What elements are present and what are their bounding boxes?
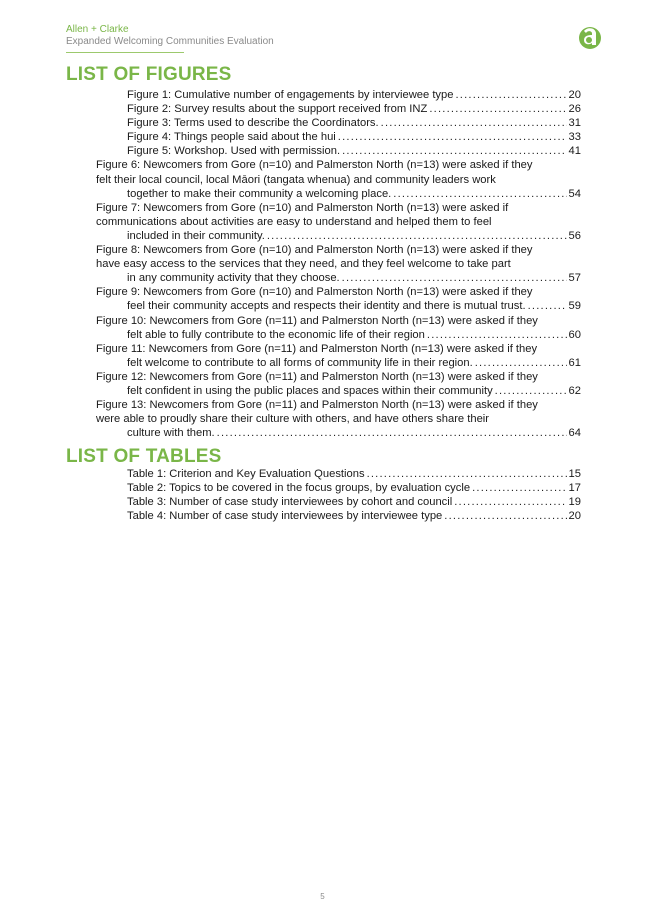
figure-entry-last-line bbox=[127, 384, 581, 398]
dot-leader bbox=[267, 229, 567, 243]
figure-entry-line: Figure 11: Newcomers from Gore (n=11) and Palmerston North (n=13) were asked if they bbox=[96, 342, 538, 355]
dot-leader bbox=[338, 130, 567, 144]
dot-leader bbox=[495, 384, 567, 398]
dot-leader bbox=[217, 426, 567, 440]
figure-entry[interactable] bbox=[96, 102, 581, 116]
table-entry[interactable] bbox=[96, 481, 581, 495]
dot-leader bbox=[455, 88, 566, 102]
table-entry-last-line bbox=[127, 481, 581, 495]
dot-leader bbox=[342, 271, 567, 285]
table-entry-text: Table 1: Criterion and Key Evaluation Questions bbox=[127, 468, 365, 480]
dot-leader bbox=[342, 144, 566, 158]
figures-list bbox=[96, 88, 581, 440]
tables-list bbox=[96, 467, 581, 523]
figure-entry-page: 26 bbox=[568, 103, 581, 116]
figure-entry[interactable] bbox=[96, 130, 581, 144]
dot-leader bbox=[454, 495, 566, 509]
figure-entry[interactable] bbox=[96, 201, 581, 243]
table-entry-page: 19 bbox=[568, 496, 581, 509]
figure-entry-last-line bbox=[127, 328, 581, 342]
figure-entry-last-line bbox=[127, 356, 581, 370]
figure-entry-page: 64 bbox=[568, 427, 581, 440]
figure-entry-last-line bbox=[127, 102, 581, 116]
figure-entry-last-line bbox=[127, 229, 581, 243]
figure-entry-page: 33 bbox=[568, 131, 581, 144]
figure-entry-text: felt welcome to contribute to all forms of community life in their region. bbox=[127, 356, 473, 369]
figure-entry-page: 54 bbox=[568, 187, 581, 200]
table-entry-last-line bbox=[127, 509, 581, 523]
page-header bbox=[66, 24, 274, 53]
table-entry-text: Table 4: Number of case study interviewees by interviewee type bbox=[127, 510, 443, 523]
dot-leader bbox=[475, 356, 567, 370]
figure-entry-page: 57 bbox=[568, 272, 581, 285]
figure-entry-line: Figure 10: Newcomers from Gore (n=11) and Palmerston North (n=13) were asked if they bbox=[96, 314, 538, 327]
dot-leader bbox=[429, 102, 566, 116]
figure-entry-line: Figure 12: Newcomers from Gore (n=11) and Palmerston North (n=13) were asked if they bbox=[96, 370, 538, 383]
figure-entry-line: felt their local council, local Māori (tangata whenua) and community leaders work bbox=[96, 173, 496, 186]
page-number: 5 bbox=[320, 892, 325, 901]
figure-entry[interactable] bbox=[96, 398, 581, 440]
figure-entry-last-line bbox=[127, 299, 581, 313]
figure-entry-page: 60 bbox=[568, 328, 581, 341]
figure-entry-line: communications about activities are easy to understand and helped them to feel bbox=[96, 215, 492, 228]
figure-entry-text: Figure 1: Cumulative number of engagements by interviewee type bbox=[127, 89, 454, 101]
table-entry-text: Table 3: Number of case study interviewees by cohort and council bbox=[127, 496, 453, 509]
figure-entry-text: in any community activity that they choose. bbox=[127, 272, 340, 285]
dot-leader bbox=[367, 467, 567, 481]
figure-entry-last-line bbox=[127, 144, 581, 158]
figure-entry-last-line bbox=[127, 130, 581, 144]
figure-entry[interactable] bbox=[96, 314, 581, 342]
figure-entry-page: 56 bbox=[568, 229, 581, 242]
figure-entry[interactable] bbox=[96, 285, 581, 313]
figure-entry-page: 41 bbox=[568, 145, 581, 158]
figure-entry-text: Figure 4: Things people said about the hui bbox=[127, 131, 336, 144]
figure-entry-last-line bbox=[127, 426, 581, 440]
figure-entry-text: felt able to fully contribute to the economic life of their region bbox=[127, 328, 425, 341]
figure-entry-text: feel their community accepts and respects their identity and there is mutual trust. bbox=[127, 300, 526, 313]
figure-entry-line: were able to proudly share their culture with others, and have others share their bbox=[96, 413, 490, 426]
dot-leader bbox=[393, 187, 566, 201]
figure-entry-text: culture with them. bbox=[127, 427, 215, 440]
table-entry-text: Table 2: Topics to be covered in the focus groups, by evaluation cycle bbox=[127, 482, 471, 495]
header-rule bbox=[66, 52, 184, 53]
figure-entry-text: Figure 3: Terms used to describe the Coordinators. bbox=[127, 117, 379, 130]
table-entry[interactable] bbox=[96, 495, 581, 509]
figure-entry-line: Figure 6: Newcomers from Gore (n=10) and Palmerston North (n=13) were asked if they bbox=[96, 159, 533, 172]
figure-entry-last-line bbox=[127, 271, 581, 285]
project-name: Expanded Welcoming Communities Evaluation bbox=[66, 36, 274, 47]
figure-entry[interactable] bbox=[96, 370, 581, 398]
table-entry-last-line bbox=[127, 495, 581, 509]
figure-entry-last-line bbox=[127, 187, 581, 201]
figure-entry-last-line bbox=[127, 88, 581, 102]
table-entry[interactable] bbox=[96, 509, 581, 523]
org-name: Allen + Clarke bbox=[66, 24, 129, 35]
dot-leader bbox=[444, 509, 566, 523]
figure-entry-text: Figure 5: Workshop. Used with permission. bbox=[127, 145, 341, 158]
figure-entry-line: Figure 7: Newcomers from Gore (n=10) and Palmerston North (n=13) were asked if bbox=[96, 201, 509, 214]
figure-entry-text: felt confident in using the public places and spaces within their community bbox=[127, 384, 493, 397]
figure-entry-page: 20 bbox=[568, 89, 581, 101]
figure-entry[interactable] bbox=[96, 342, 581, 370]
table-entry-page: 17 bbox=[568, 482, 581, 495]
figure-entry[interactable] bbox=[96, 88, 581, 102]
figure-entry-line: Figure 13: Newcomers from Gore (n=11) and Palmerston North (n=13) were asked if they bbox=[96, 399, 538, 412]
dot-leader bbox=[528, 299, 567, 313]
figure-entry-page: 59 bbox=[568, 300, 581, 313]
tables-title: LIST OF TABLES bbox=[66, 446, 222, 467]
table-entry[interactable] bbox=[96, 467, 581, 481]
figure-entry[interactable] bbox=[96, 243, 581, 285]
figure-entry-page: 31 bbox=[568, 117, 581, 130]
figure-entry-page: 61 bbox=[568, 356, 581, 369]
dot-leader bbox=[427, 328, 567, 342]
figure-entry-page: 62 bbox=[568, 384, 581, 397]
figure-entry[interactable] bbox=[96, 144, 581, 158]
table-entry-page: 20 bbox=[568, 510, 581, 523]
figure-entry[interactable] bbox=[96, 158, 581, 200]
figure-entry-last-line bbox=[127, 116, 581, 130]
figure-entry-line: Figure 9: Newcomers from Gore (n=10) and Palmerston North (n=13) were asked if they bbox=[96, 286, 533, 299]
dot-leader bbox=[472, 481, 566, 495]
logo-a-icon bbox=[578, 24, 602, 50]
figures-title: LIST OF FIGURES bbox=[66, 64, 232, 85]
table-entry-page: 15 bbox=[568, 468, 581, 480]
figure-entry-text: together to make their community a welcoming place. bbox=[127, 187, 392, 200]
figure-entry-line: Figure 8: Newcomers from Gore (n=10) and Palmerston North (n=13) were asked if they bbox=[96, 244, 533, 257]
dot-leader bbox=[381, 116, 567, 130]
figure-entry[interactable] bbox=[96, 116, 581, 130]
figure-entry-line: have easy access to the services that they need, and they feel welcome to take part bbox=[96, 258, 511, 271]
figure-entry-text: Figure 2: Survey results about the support received from INZ bbox=[127, 103, 428, 116]
table-entry-last-line bbox=[127, 467, 581, 481]
company-logo bbox=[578, 24, 602, 50]
figure-entry-text: included in their community. bbox=[127, 229, 265, 242]
